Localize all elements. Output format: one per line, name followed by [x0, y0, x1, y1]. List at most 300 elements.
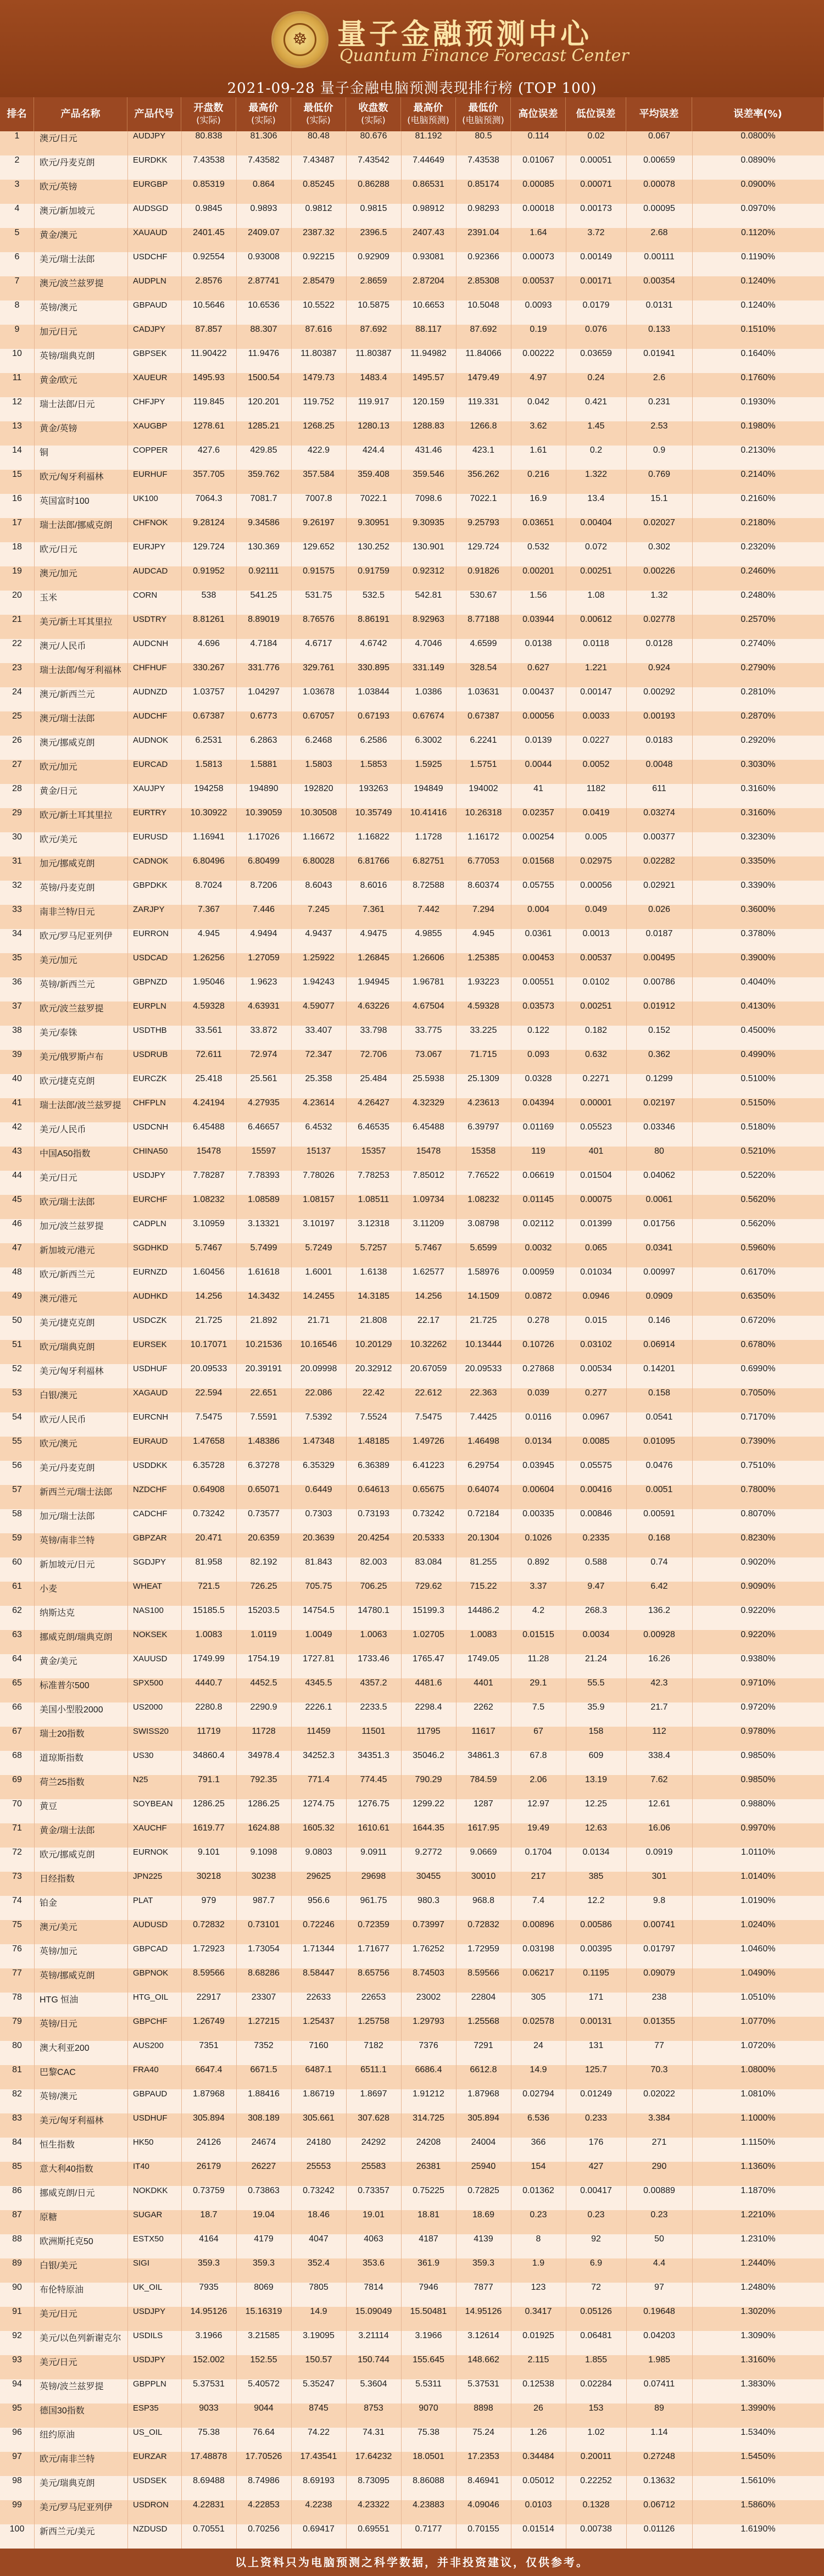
cell-herr: 0.532: [527, 542, 550, 552]
cell-pct: 1.1870%: [741, 2186, 776, 2195]
cell-lerr: 125.7: [584, 2065, 608, 2074]
cell-lerr: 0.0946: [582, 1292, 610, 1301]
cell-high: 30238: [251, 1872, 276, 1881]
cell-open: 20.09533: [190, 1364, 227, 1373]
cell-pct: 1.3090%: [741, 2331, 776, 2340]
cell-name: 欧元/人民币: [40, 1415, 86, 1425]
cell-low: 29625: [306, 1872, 331, 1881]
table-row: [0, 1775, 824, 1799]
cell-lerr: 0.00537: [580, 953, 612, 962]
cell-rank: 61: [12, 1582, 22, 1591]
cell-low: 14754.5: [303, 1606, 335, 1615]
table-row: [0, 1074, 824, 1098]
cell-low: 22.086: [305, 1388, 332, 1398]
cell-pct: 1.0110%: [741, 1848, 775, 1857]
table-row: [0, 204, 824, 228]
cell-pct: 1.2310%: [741, 2234, 776, 2244]
cell-pct: 0.7390%: [741, 1437, 776, 1446]
cell-open: 129.724: [193, 542, 225, 552]
cell-close: 774.45: [360, 1775, 387, 1784]
cell-phigh: 6.45488: [413, 1122, 444, 1132]
cell-name: 欧元/匈牙利福林: [40, 472, 104, 482]
cell-aerr: 9.8: [653, 1896, 666, 1905]
cell-aerr: 6.42: [650, 1582, 668, 1591]
cell-pct: 0.9720%: [741, 1703, 776, 1712]
cell-phigh: 1.91212: [413, 2089, 444, 2099]
cell-phigh: 11795: [416, 1727, 441, 1736]
cell-lerr: 0.03659: [580, 349, 612, 358]
cell-name: 白银/美元: [40, 2261, 77, 2271]
cell-low: 14.2455: [303, 1292, 335, 1301]
cell-rank: 86: [12, 2186, 22, 2195]
header-banner: [0, 0, 824, 97]
cell-lerr: 0.049: [584, 905, 608, 914]
cell-open: 34860.4: [193, 1751, 225, 1760]
cell-name: 布伦特原油: [40, 2285, 84, 2295]
cell-low: 11459: [307, 1727, 331, 1736]
cell-herr: 1.9: [532, 2258, 545, 2268]
cell-phigh: 4481.6: [415, 1678, 442, 1688]
cell-rank: 100: [9, 2524, 25, 2534]
table-row: [0, 1122, 824, 1147]
cell-pct: 0.4130%: [741, 1002, 776, 1011]
cell-rank: 58: [12, 1509, 22, 1518]
cell-open: 7.78287: [193, 1171, 225, 1180]
cell-phigh: 130.901: [413, 542, 444, 552]
cell-herr: 0.01514: [522, 2524, 554, 2534]
cell-rank: 52: [12, 1364, 22, 1373]
cell-phigh: 35046.2: [413, 1751, 444, 1760]
cell-pct: 0.6350%: [741, 1292, 776, 1301]
table-row: [0, 1243, 824, 1267]
cell-name: 标准普尔500: [40, 1681, 90, 1690]
cell-low: 0.73242: [303, 2186, 335, 2195]
cell-high: 20.39191: [245, 1364, 282, 1373]
cell-name: 加元/日元: [40, 327, 77, 337]
cell-open: 1.95046: [193, 977, 225, 987]
cell-low: 9.0803: [305, 1848, 332, 1857]
cell-name: 欧元/捷克克朗: [40, 1077, 95, 1086]
cell-close: 6.2586: [360, 736, 387, 745]
cell-herr: 12.97: [527, 1799, 550, 1809]
cell-code: WHEAT: [133, 1582, 163, 1591]
cell-pct: 1.5860%: [741, 2500, 776, 2510]
cell-code: USDTHB: [133, 1026, 167, 1035]
cell-plow: 14486.2: [467, 1606, 499, 1615]
cell-lerr: 9.47: [587, 1582, 605, 1591]
cell-plow: 21.725: [470, 1316, 497, 1325]
cell-plow: 14.1509: [467, 1292, 499, 1301]
cell-plow: 14.95126: [465, 2307, 502, 2316]
cell-plow: 148.662: [467, 2355, 499, 2364]
cell-plow: 8.60374: [467, 881, 499, 890]
cell-code: USDILS: [133, 2331, 163, 2340]
cell-phigh: 8.74503: [413, 1968, 444, 1978]
cell-code: AUDUSD: [133, 1920, 168, 1929]
cell-plow: 0.67387: [467, 711, 499, 721]
cell-pct: 1.5610%: [741, 2476, 776, 2485]
cell-plow: 34861.3: [467, 1751, 499, 1760]
cell-pct: 1.3020%: [741, 2307, 776, 2316]
column-divider: [181, 131, 182, 2549]
table-row: [0, 953, 824, 977]
cell-close: 11501: [361, 1727, 386, 1736]
table-row: [0, 615, 824, 639]
cell-plow: 87.692: [470, 325, 497, 334]
cell-aerr: 0.00377: [643, 832, 675, 842]
cell-code: EURGBP: [133, 180, 168, 189]
cell-low: 329.761: [303, 663, 335, 672]
cell-herr: 0.122: [527, 1026, 550, 1035]
cell-herr: 0.01067: [522, 155, 554, 165]
cell-low: 9.26197: [303, 518, 335, 527]
cell-aerr: 42.3: [650, 1678, 668, 1688]
table-row: [0, 2162, 824, 2186]
cell-high: 130.369: [248, 542, 280, 552]
cell-aerr: 80: [654, 1147, 664, 1156]
cell-plow: 11.84066: [465, 349, 502, 358]
cell-herr: 305: [531, 1993, 546, 2002]
cell-herr: 0.00085: [522, 180, 554, 189]
cell-phigh: 15478: [416, 1147, 441, 1156]
cell-lerr: 0.05523: [580, 1122, 612, 1132]
cell-code: AUDNOK: [133, 736, 169, 745]
cell-phigh: 7.85012: [413, 1171, 444, 1180]
column-header-label: 收盘数: [358, 102, 388, 114]
cell-low: 24180: [306, 2138, 331, 2147]
cell-low: 4.2238: [305, 2500, 332, 2510]
cell-pct: 1.0510%: [741, 1993, 776, 2002]
column-header-high: [236, 97, 291, 131]
cell-rank: 6: [14, 252, 20, 262]
cell-pct: 1.0190%: [741, 1896, 776, 1905]
cell-pct: 1.6190%: [741, 2524, 776, 2534]
cell-open: 1495.93: [193, 373, 225, 382]
cell-open: 1.08232: [193, 1195, 225, 1204]
cell-plow: 2391.04: [467, 228, 499, 237]
cell-close: 2233.5: [360, 1703, 387, 1712]
cell-plow: 30010: [471, 1872, 496, 1881]
cell-aerr: 338.4: [648, 1751, 671, 1760]
cell-pct: 0.1760%: [741, 373, 776, 382]
cell-pct: 1.2210%: [741, 2210, 776, 2219]
cell-close: 2396.5: [360, 228, 387, 237]
cell-phigh: 26381: [416, 2162, 441, 2171]
cell-aerr: 0.23: [650, 2210, 668, 2219]
cell-pct: 0.0800%: [741, 131, 776, 141]
cell-plow: 4.59328: [467, 1002, 499, 1011]
table-row: [0, 2065, 824, 2089]
column-header-low: [291, 97, 346, 131]
cell-low: 1605.32: [303, 1823, 335, 1833]
column-header-sublabel: (实际): [306, 115, 331, 125]
cell-aerr: 0.03274: [643, 808, 675, 817]
cell-pct: 0.2480%: [741, 591, 776, 600]
cell-pct: 0.1240%: [741, 276, 776, 286]
cell-open: 330.267: [193, 663, 225, 672]
cell-pct: 1.2440%: [741, 2258, 776, 2268]
cell-aerr: 21.7: [650, 1703, 668, 1712]
cell-phigh: 1.5925: [415, 760, 442, 769]
cell-low: 72.347: [305, 1050, 332, 1059]
cell-pct: 0.8230%: [741, 1533, 776, 1543]
table-row: [0, 1799, 824, 1823]
cell-rank: 27: [12, 760, 22, 769]
cell-low: 1.16672: [303, 832, 335, 842]
cell-pct: 1.1150%: [741, 2138, 775, 2147]
cell-high: 0.864: [252, 180, 275, 189]
cell-plow: 1.08232: [467, 1195, 499, 1204]
cell-high: 359.762: [248, 470, 280, 479]
cell-close: 0.73193: [358, 1509, 389, 1518]
cell-plow: 1.46498: [467, 1437, 499, 1446]
cell-close: 22653: [361, 1993, 386, 2002]
cell-name: 澳大利亚200: [40, 2044, 90, 2053]
cell-lerr: 12.2: [587, 1896, 605, 1905]
cell-lerr: 0.01399: [580, 1219, 612, 1228]
table-row: [0, 2379, 824, 2403]
cell-name: 欧洲斯托克50: [40, 2237, 93, 2246]
cell-aerr: 0.01126: [643, 2524, 675, 2534]
cell-close: 7.78253: [358, 1171, 389, 1180]
cell-herr: 0.03945: [522, 1461, 554, 1470]
cell-code: EURCHF: [133, 1195, 168, 1204]
cell-lerr: 0.2: [589, 446, 603, 455]
cell-aerr: 0.01797: [643, 1944, 675, 1954]
cell-herr: 0.00222: [522, 349, 554, 358]
cell-rank: 42: [12, 1122, 22, 1132]
cell-aerr: 611: [652, 784, 666, 793]
cell-lerr: 0.00071: [580, 180, 612, 189]
cell-phigh: 1495.57: [413, 373, 444, 382]
cell-aerr: 0.067: [648, 131, 671, 141]
cell-herr: 16.9: [530, 494, 547, 503]
cell-herr: 3.62: [530, 421, 547, 431]
cell-open: 6647.4: [195, 2065, 222, 2074]
cell-name: 恒生指数: [40, 2140, 75, 2150]
cell-lerr: 609: [588, 1751, 604, 1760]
cell-open: 33.561: [195, 1026, 222, 1035]
cell-name: 英镑/南非兰特: [40, 1536, 95, 1545]
cell-open: 81.958: [195, 1557, 222, 1567]
cell-high: 23307: [251, 1993, 276, 2002]
cell-high: 9.1098: [250, 1848, 277, 1857]
cell-aerr: 89: [654, 2403, 664, 2413]
cell-high: 76.64: [252, 2428, 275, 2437]
cell-name: 欧元/丹麦克朗: [40, 158, 95, 168]
cell-lerr: 268.3: [584, 1606, 608, 1615]
cell-lerr: 0.20011: [580, 2452, 612, 2461]
cell-close: 0.86288: [358, 180, 389, 189]
cell-high: 0.92111: [248, 566, 279, 576]
cell-phigh: 4.67504: [413, 1002, 444, 1011]
cell-lerr: 0.0033: [582, 711, 610, 721]
cell-name: 白银/澳元: [40, 1391, 77, 1400]
cell-phigh: 1288.83: [413, 421, 444, 431]
cell-lerr: 0.076: [584, 325, 608, 334]
cell-rank: 25: [12, 711, 22, 721]
cell-open: 721.5: [197, 1582, 220, 1591]
cell-pct: 0.9970%: [741, 1823, 776, 1833]
cell-phigh: 8.86088: [413, 2476, 444, 2485]
cell-high: 15.16319: [245, 2307, 282, 2316]
cell-code: USDSEK: [133, 2476, 167, 2485]
cell-aerr: 0.01941: [643, 349, 675, 358]
column-divider: [34, 131, 35, 2549]
cell-aerr: 290: [652, 2162, 667, 2171]
table-row: [0, 711, 824, 736]
cell-rank: 88: [12, 2234, 22, 2244]
cell-name: 美元/罗马尼亚列伊: [40, 2503, 113, 2512]
cell-pct: 0.3350%: [741, 856, 776, 866]
cell-rank: 94: [12, 2379, 22, 2389]
cell-plow: 75.24: [472, 2428, 495, 2437]
cell-low: 4.23614: [303, 1098, 335, 1108]
cell-aerr: 238: [652, 1993, 667, 2002]
table-row: [0, 1533, 824, 1557]
cell-code: HTG_OIL: [133, 1993, 169, 2002]
cell-rank: 12: [12, 397, 22, 407]
cell-rank: 16: [12, 494, 22, 503]
cell-phigh: 0.86531: [413, 180, 444, 189]
cell-pct: 0.2180%: [741, 518, 776, 527]
cell-open: 0.70551: [193, 2524, 225, 2534]
cell-name: 黄金/瑞士法郎: [40, 1826, 95, 1835]
cell-pct: 1.0770%: [741, 2017, 776, 2026]
cell-rank: 19: [12, 566, 22, 576]
cell-lerr: 0.00001: [580, 1098, 612, 1108]
cell-name: 铜: [40, 448, 49, 458]
cell-plow: 194002: [469, 784, 498, 793]
cell-low: 1.94243: [303, 977, 335, 987]
cell-close: 1.6138: [360, 1267, 387, 1277]
column-header-label: 误差率(%): [733, 108, 782, 120]
cell-plow: 1287: [474, 1799, 493, 1809]
cell-close: 10.20129: [355, 1340, 392, 1349]
cell-high: 7.446: [252, 905, 275, 914]
cell-high: 2.87741: [248, 276, 280, 286]
cell-pct: 0.2790%: [741, 663, 776, 672]
cell-phigh: 23002: [416, 1993, 441, 2002]
cell-code: USDRUB: [133, 1050, 168, 1059]
cell-plow: 7877: [474, 2283, 493, 2292]
cell-name: 澳元/美元: [40, 1923, 77, 1932]
column-header-sublabel: (实际): [361, 115, 386, 125]
cell-close: 1.71677: [358, 1944, 389, 1954]
cell-name: 黄金/欧元: [40, 376, 77, 385]
cell-code: AUS200: [133, 2041, 164, 2050]
cell-close: 353.6: [362, 2258, 385, 2268]
table-row: [0, 977, 824, 1002]
cell-open: 7351: [199, 2041, 219, 2050]
cell-phigh: 7.44649: [413, 155, 444, 165]
cell-aerr: 0.00226: [643, 566, 675, 576]
table-row: [0, 2186, 824, 2210]
cell-aerr: 15.1: [650, 494, 668, 503]
cell-code: USDDKK: [133, 1461, 168, 1470]
cell-herr: 0.27868: [522, 1364, 554, 1373]
table-row: [0, 736, 824, 760]
cell-low: 81.843: [305, 1557, 332, 1567]
cell-phigh: 314.725: [413, 2113, 444, 2123]
cell-aerr: 0.01095: [643, 1437, 675, 1446]
cell-aerr: 0.00292: [643, 687, 675, 697]
cell-pct: 0.1240%: [741, 301, 776, 310]
cell-plow: 0.92366: [467, 252, 499, 262]
cell-lerr: 1182: [586, 784, 606, 793]
cell-aerr: 0.04203: [643, 2331, 675, 2340]
cell-lerr: 92: [591, 2234, 601, 2244]
cell-name: 欧元/南非兰特: [40, 2455, 95, 2464]
cell-lerr: 0.005: [584, 832, 608, 842]
cell-low: 7.5392: [305, 1412, 332, 1422]
cell-pct: 0.1510%: [741, 325, 776, 334]
cell-low: 771.4: [307, 1775, 330, 1784]
cell-code: CHFNOK: [133, 518, 168, 527]
cell-high: 987.7: [252, 1896, 275, 1905]
cell-high: 0.9893: [250, 204, 277, 213]
cell-low: 10.16546: [300, 1340, 337, 1349]
cell-name: 美元/加元: [40, 956, 77, 965]
cell-herr: 0.00604: [522, 1485, 554, 1494]
cell-lerr: 0.02: [587, 131, 605, 141]
cell-code: USDJPY: [133, 2355, 166, 2364]
cell-lerr: 158: [588, 1727, 604, 1736]
cell-code: EURUSD: [133, 832, 168, 842]
cell-plow: 33.225: [470, 1026, 497, 1035]
cell-open: 4.945: [197, 929, 220, 938]
cell-lerr: 0.02975: [580, 856, 612, 866]
cell-lerr: 0.632: [584, 1050, 608, 1059]
cell-low: 7805: [309, 2283, 329, 2292]
cell-close: 6511.1: [360, 2065, 387, 2074]
table-row: [0, 1582, 824, 1606]
cell-aerr: 0.0131: [645, 301, 673, 310]
cell-close: 29698: [361, 1872, 386, 1881]
table-row: [0, 1557, 824, 1582]
cell-aerr: 0.168: [648, 1533, 671, 1543]
cell-pct: 0.9220%: [741, 1606, 776, 1615]
cell-code: USDRON: [133, 2500, 169, 2510]
cell-close: 7.43542: [358, 155, 389, 165]
cell-herr: 0.3417: [525, 2307, 552, 2316]
cell-lerr: 0.01034: [580, 1267, 612, 1277]
cell-rank: 62: [12, 1606, 22, 1615]
cell-high: 1.61618: [248, 1267, 280, 1277]
column-header-label: 产品名称: [60, 108, 101, 120]
cell-high: 0.93008: [248, 252, 280, 262]
cell-phigh: 361.9: [417, 2258, 440, 2268]
cell-phigh: 7.442: [417, 905, 440, 914]
cell-name: 美元/日元: [40, 2358, 77, 2367]
cell-pct: 0.2130%: [741, 446, 776, 455]
cell-code: AUDHKD: [133, 1292, 168, 1301]
cell-rank: 48: [12, 1267, 22, 1277]
cell-aerr: 0.04062: [643, 1171, 675, 1180]
cell-low: 3.19095: [303, 2331, 335, 2340]
table-row: [0, 1896, 824, 1920]
cell-phigh: 1.09734: [413, 1195, 444, 1204]
cell-high: 5.40572: [248, 2379, 280, 2389]
table-row: [0, 2234, 824, 2258]
cell-herr: 0.00453: [522, 953, 554, 962]
cell-aerr: 0.27248: [643, 2452, 675, 2461]
cell-herr: 0.0116: [525, 1412, 552, 1422]
cell-phigh: 729.62: [415, 1582, 442, 1591]
cell-aerr: 0.924: [648, 663, 671, 672]
cell-aerr: 0.0051: [645, 1485, 673, 1494]
cell-aerr: 16.06: [648, 1823, 671, 1833]
